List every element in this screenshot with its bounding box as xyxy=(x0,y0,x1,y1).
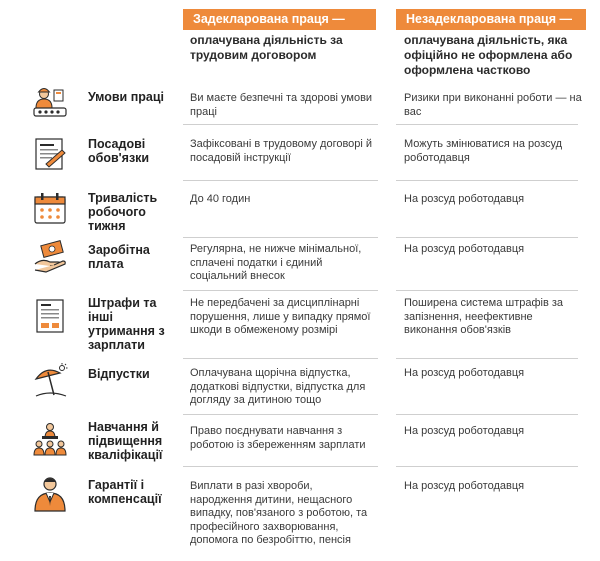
declared-cell: Зафіксовані в трудовому договорі й посадовій інструкції xyxy=(190,138,373,164)
declared-cell: До 40 годин xyxy=(190,193,251,205)
row-separator xyxy=(183,358,378,359)
declared-cell: Не передбачені за дисциплінарні порушення, лише у випадку прямої шкоди в обмеженому розмірі xyxy=(190,297,371,336)
training-lecture-icon xyxy=(32,421,68,457)
row-separator xyxy=(396,124,578,125)
beach-umbrella-icon xyxy=(32,363,68,399)
undeclared-cell: На розсуд роботодавця xyxy=(404,425,525,437)
row-separator xyxy=(396,290,578,291)
undeclared-cell: Ризики при виконанні роботи — на вас xyxy=(404,92,582,118)
row-separator xyxy=(183,180,378,181)
row-label: Посадові обов'язки xyxy=(88,137,150,165)
row-label: Заробітна плата xyxy=(88,243,150,271)
row-separator xyxy=(183,237,378,238)
undeclared-cell: На розсуд роботодавця xyxy=(404,193,525,205)
undeclared-header: Незадекларована праця — xyxy=(396,9,586,30)
row-separator xyxy=(183,124,378,125)
worker-conditions-icon xyxy=(32,84,68,120)
row-separator xyxy=(396,414,578,415)
fines-document-icon xyxy=(32,298,68,334)
row-separator xyxy=(183,414,378,415)
declared-subtitle: оплачувана діяльність за трудовим договором xyxy=(190,33,343,62)
row-label: Умови праці xyxy=(88,90,165,104)
undeclared-cell: На розсуд роботодавця xyxy=(404,243,525,255)
undeclared-subtitle: оплачувана діяльність, яка офіційно не оформлена або оформлена частково xyxy=(404,33,573,77)
row-label: Навчання й підвищення кваліфікації xyxy=(88,420,163,462)
contract-document-icon xyxy=(32,136,68,172)
row-label: Тривалість робочого тижня xyxy=(88,191,158,233)
row-separator xyxy=(396,180,578,181)
declared-cell: Оплачувана щорічна відпустка, додаткові відпустки, відпустка для догляду за дитиною тощо xyxy=(190,367,366,406)
row-separator xyxy=(396,466,578,467)
undeclared-cell: На розсуд роботодавця xyxy=(404,367,525,379)
undeclared-cell: Можуть змінюватися на розсуд роботодавця xyxy=(404,138,563,164)
declared-cell: Регулярна, не нижче мінімальної, сплачені податки і єдиний соціальний внесок xyxy=(190,243,362,282)
row-label: Штрафи та інші утримання з зарплати xyxy=(88,296,165,352)
undeclared-cell: На розсуд роботодавця xyxy=(404,480,525,492)
row-separator xyxy=(396,358,578,359)
row-separator xyxy=(183,290,378,291)
declared-cell: Ви маєте безпечні та здорові умови праці xyxy=(190,92,373,118)
row-label: Відпустки xyxy=(88,367,150,381)
declared-header: Задекларована праця — xyxy=(183,9,376,30)
row-separator xyxy=(396,237,578,238)
person-guarantee-icon xyxy=(32,476,68,512)
row-separator xyxy=(183,466,378,467)
undeclared-cell: Поширена система штрафів за запізнення, неефективне виконання обов'язків xyxy=(404,297,564,336)
row-label: Гарантії і компенсації xyxy=(88,478,162,506)
declared-cell: Право поєднувати навчання з роботою із збереженням зарплати xyxy=(190,425,366,451)
calendar-icon xyxy=(32,191,68,227)
declared-cell: Виплати в разі хвороби, народження дитини, нещасного випадку, пов'язаного з роботою, та професійного захворювання, допомога по безробіттю, пенсія xyxy=(190,480,368,546)
hand-money-icon xyxy=(32,240,68,276)
